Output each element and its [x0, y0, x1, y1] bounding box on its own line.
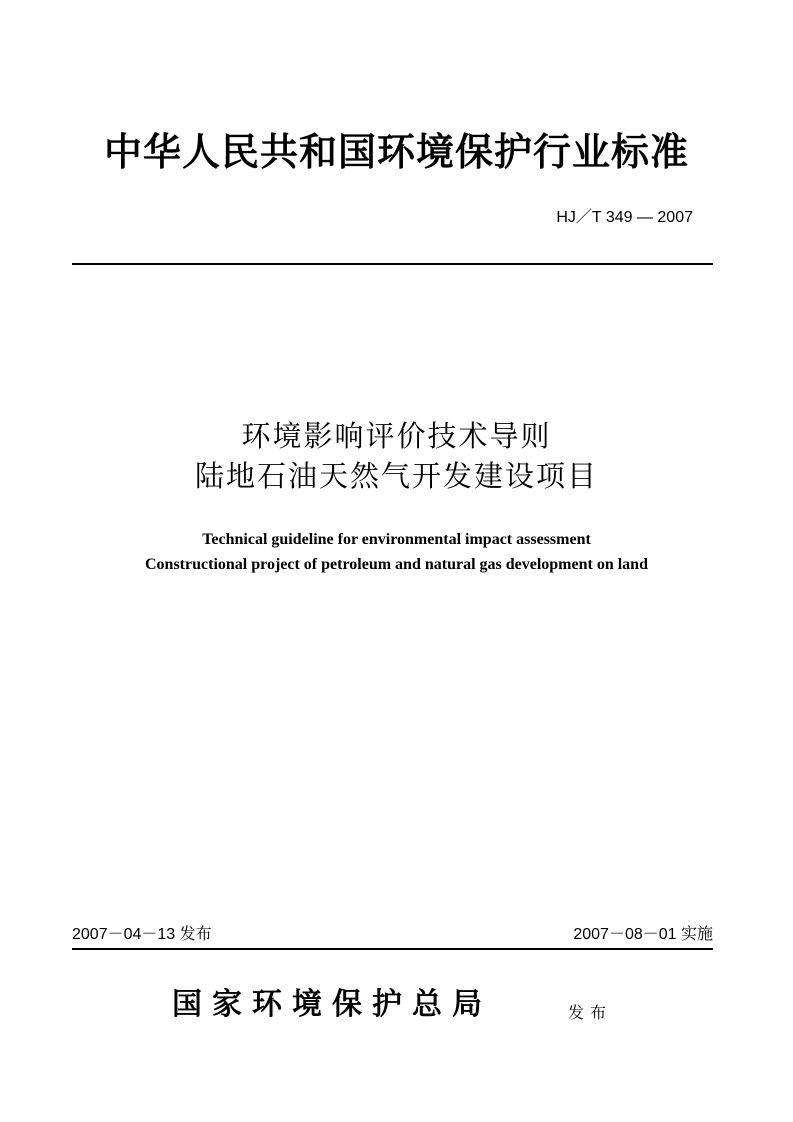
- standard-category-title: 中华人民共和国环境保护行业标准: [103, 129, 689, 174]
- standard-code: HJ／T 349 — 2007: [556, 209, 693, 226]
- chinese-title-line-2: 陆地石油天然气开发建设项目: [194, 459, 598, 493]
- english-title-line-2: Constructional project of petroleum and natural gas development on land: [145, 556, 648, 573]
- issue-date: 2007－04－13 发布: [72, 926, 212, 943]
- issuing-action: 发布: [568, 1003, 613, 1022]
- implementation-date: 2007－08－01 实施: [573, 926, 713, 943]
- issuing-authority: 国家环境保护总局: [172, 987, 492, 1022]
- english-title-line-1: Technical guideline for environmental impact assessment: [202, 531, 591, 548]
- footer-divider: [72, 948, 713, 950]
- header-divider: [72, 263, 713, 265]
- chinese-title-line-1: 环境影响评价技术导则: [241, 419, 552, 453]
